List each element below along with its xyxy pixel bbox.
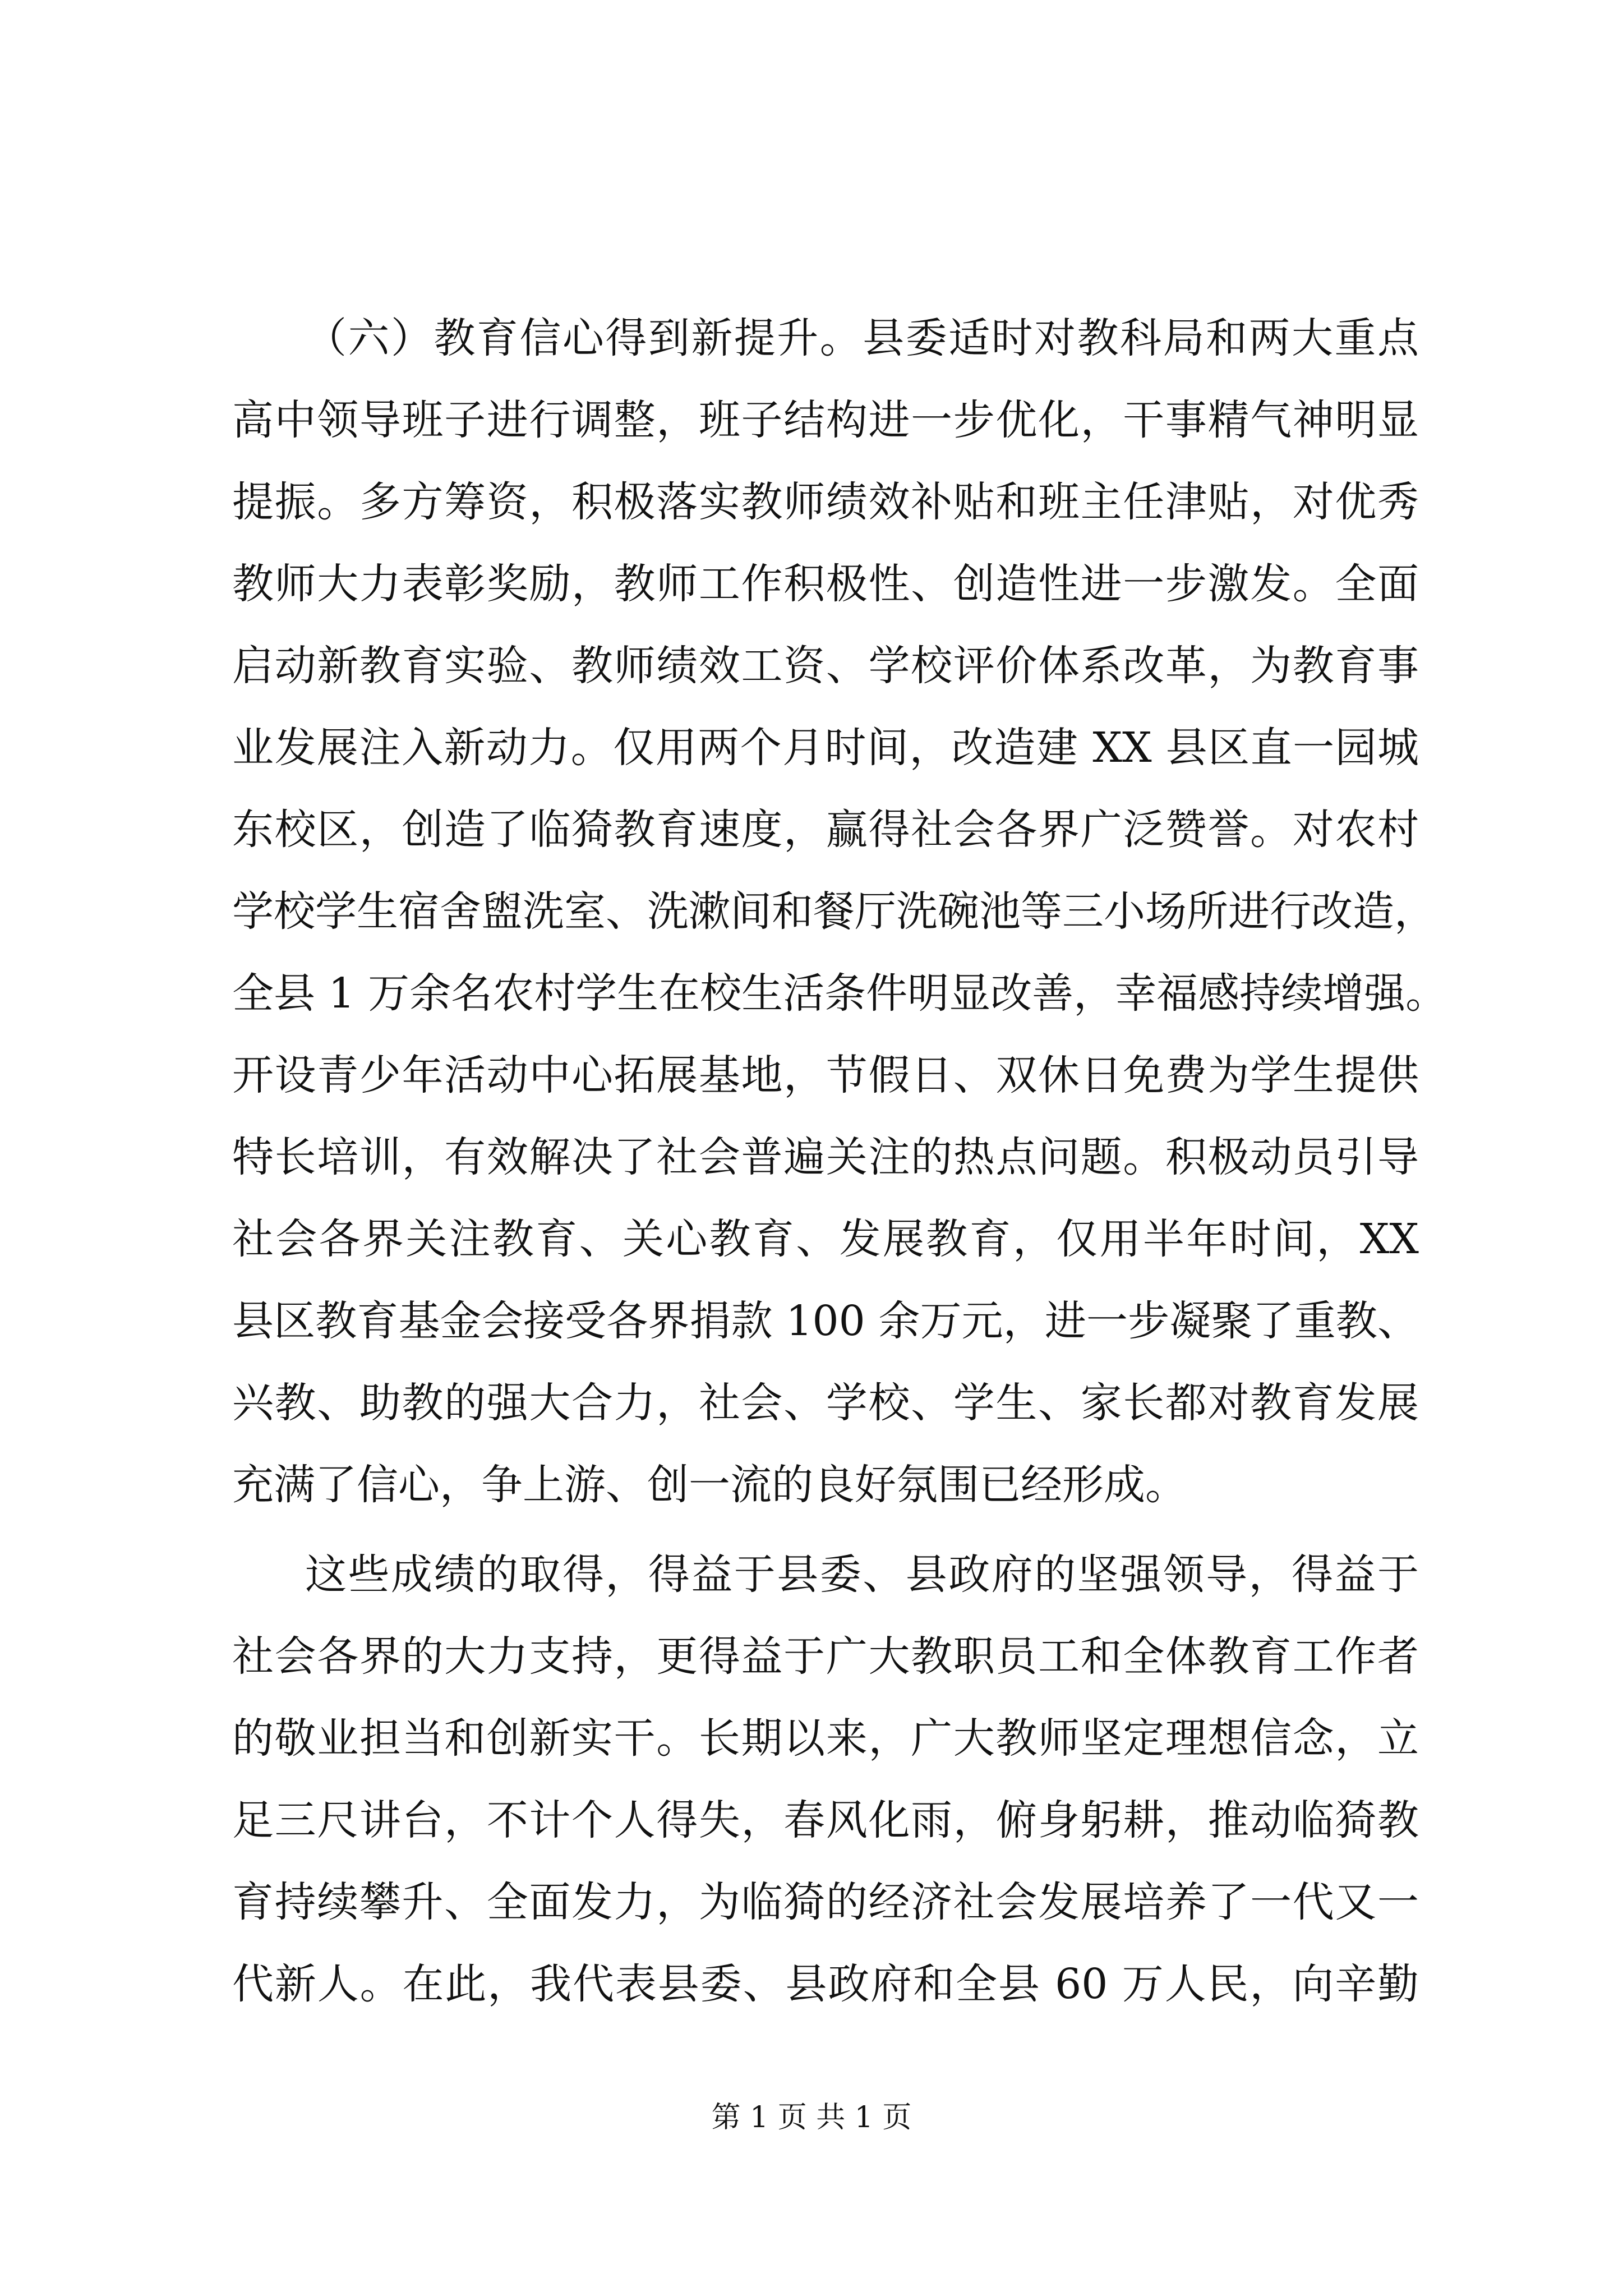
- paragraph-1-line-14: 兴教、助教的强大合力，社会、学校、学生、家长都对教育发展: [232, 1379, 1419, 1427]
- paragraph-1-line-13: 县区教育基金会接受各界捐款 100 余万元，进一步凝聚了重教、: [232, 1297, 1419, 1345]
- paragraph-1-line-2: 高中领导班子进行调整，班子结构进一步优化，干事精气神明显: [232, 396, 1419, 444]
- paragraph-2-line-2: 社会各界的大力支持，更得益于广大教职员工和全体教育工作者: [232, 1632, 1419, 1681]
- paragraph-2-line-6: 代新人。在此，我代表县委、县政府和全县 60 万人民，向辛勤: [232, 1960, 1419, 2008]
- paragraph-2-line-4: 足三尺讲台，不计个人得失，春风化雨，俯身躬耕，推动临猗教: [232, 1796, 1419, 1844]
- paragraph-2-line-1: 这些成绩的取得，得益于县委、县政府的坚强领导，得益于: [305, 1550, 1419, 1599]
- paragraph-1-line-11: 特长培训，有效解决了社会普遍关注的热点问题。积极动员引导: [232, 1133, 1419, 1181]
- paragraph-1: [232, 297, 1447, 1526]
- paragraph-1-line-8: 学校学生宿舍盥洗室、洗漱间和餐厅洗碗池等三小场所进行改造，: [232, 887, 1436, 936]
- page-number-label: 第 1 页 共 1 页: [711, 2101, 912, 2134]
- page-footer: [0, 2098, 1623, 2137]
- paragraph-1-line-5: 启动新教育实验、教师绩效工资、学校评价体系改革，为教育事: [232, 642, 1419, 690]
- paragraph-1-line-7: 东校区，创造了临猗教育速度，赢得社会各界广泛赞誉。对农村: [232, 806, 1419, 854]
- paragraph-2-line-5: 育持续攀升、全面发力，为临猗的经济社会发展培养了一代又一: [232, 1878, 1419, 1926]
- paragraph-1-line-1: （六）教育信心得到新提升。县委适时对教科局和两大重点: [305, 314, 1419, 362]
- paragraph-2: [232, 1534, 1419, 2025]
- paragraph-1-line-10: 开设青少年活动中心拓展基地，节假日、双休日免费为学生提供: [232, 1051, 1419, 1099]
- paragraph-1-line-6: 业发展注入新动力。仅用两个月时间，改造建 XX 县区直一园城: [232, 724, 1419, 772]
- paragraph-2-line-3: 的敬业担当和创新实干。长期以来，广大教师坚定理想信念，立: [232, 1714, 1419, 1763]
- paragraph-1-line-9: 全县 1 万余名农村学生在校生活条件明显改善，幸福感持续增强。: [232, 969, 1447, 1018]
- paragraph-1-line-12: 社会各界关注教育、关心教育、发展教育，仅用半年时间，XX: [232, 1215, 1419, 1263]
- paragraph-1-line-4: 教师大力表彰奖励，教师工作积极性、创造性进一步激发。全面: [232, 560, 1419, 608]
- paragraph-1-line-15: 充满了信心，争上游、创一流的良好氛围已经形成。: [232, 1461, 1187, 1509]
- paragraph-spacer: [232, 1526, 1419, 1534]
- document-body: [232, 297, 1447, 2025]
- paragraph-1-line-3: 提振。多方筹资，积极落实教师绩效补贴和班主任津贴，对优秀: [232, 478, 1419, 526]
